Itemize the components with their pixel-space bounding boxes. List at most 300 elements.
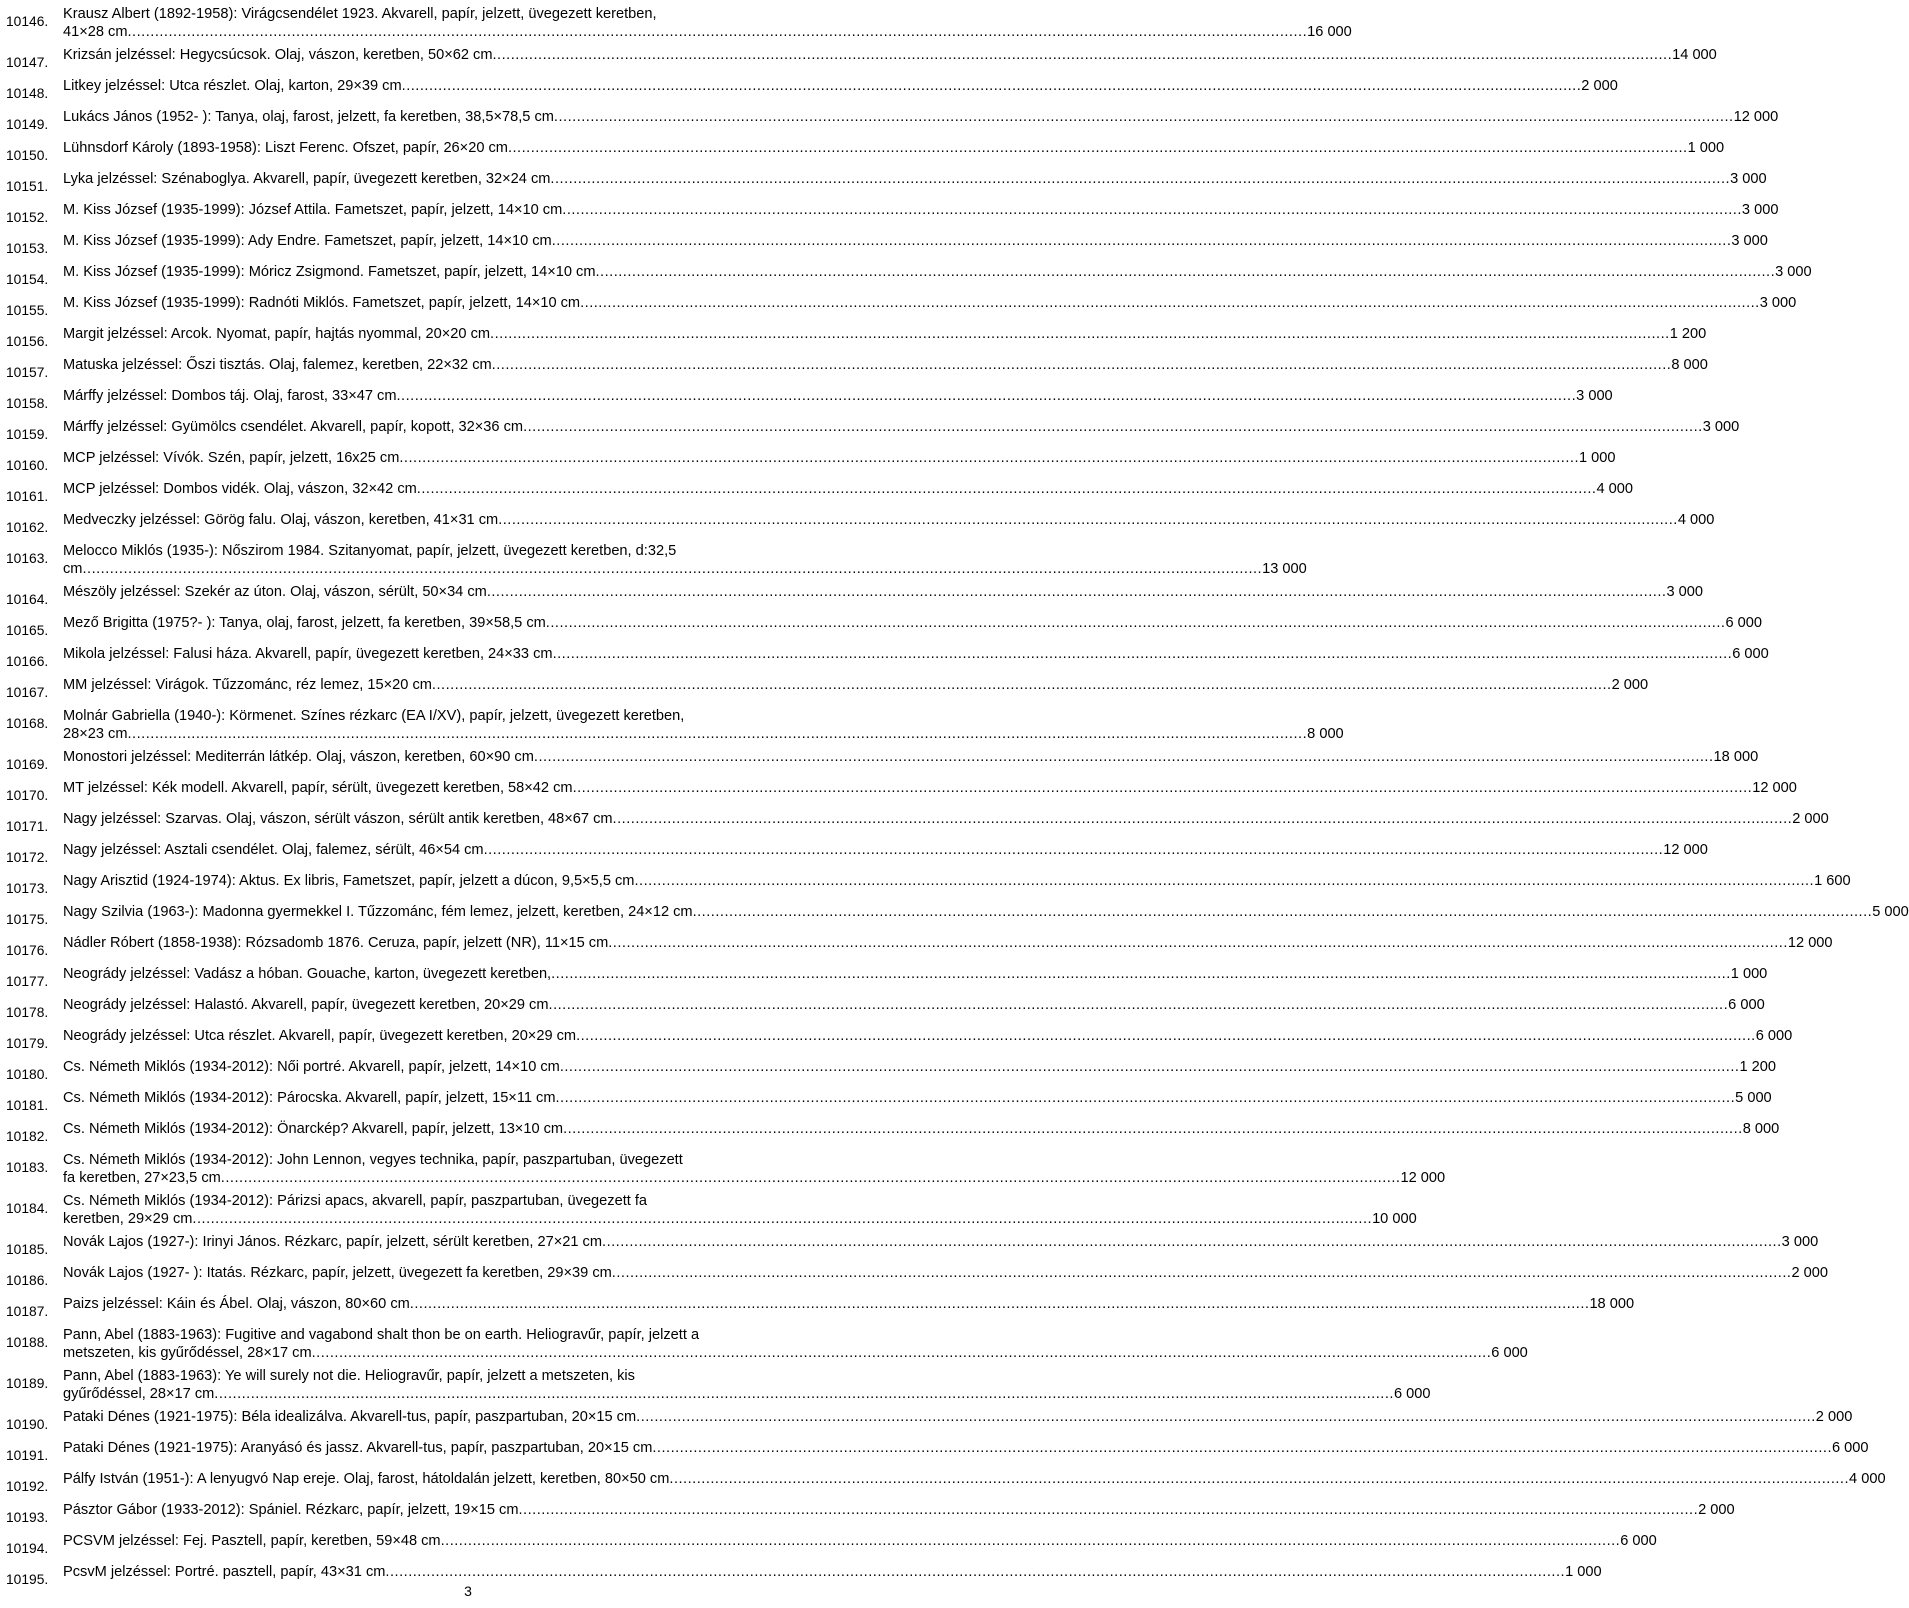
description-text: Cs. Németh Miklós (1934-2012): Női portré. Akvarell, papír, jelzett, 14×10 cm bbox=[63, 1059, 560, 1075]
lot-number: 10182. bbox=[6, 1129, 49, 1144]
lot-number: 10165. bbox=[6, 623, 49, 638]
catalog-entry bbox=[6, 836, 1708, 867]
entry-text bbox=[63, 1058, 1777, 1076]
estimate-price: 1 000 bbox=[1687, 140, 1725, 156]
entry-text bbox=[63, 583, 1703, 601]
estimate-price: 5 000 bbox=[1872, 904, 1909, 920]
catalog-entry bbox=[6, 991, 1765, 1022]
price-line bbox=[63, 46, 1717, 64]
description-text: PCSVM jelzéssel: Fej. Pasztell, papír, keretben, 59×48 cm bbox=[63, 1533, 441, 1549]
lot-number: 10151. bbox=[6, 179, 49, 194]
lot-number: 10156. bbox=[6, 334, 49, 349]
dot-leader bbox=[612, 1264, 1792, 1282]
price-line bbox=[63, 77, 1618, 95]
dot-leader bbox=[580, 294, 1760, 312]
price-line bbox=[63, 1169, 1446, 1187]
entry-text bbox=[63, 201, 1779, 219]
entry-text bbox=[63, 779, 1797, 797]
description-text: MCP jelzéssel: Vívók. Szén, papír, jelzett, 16x25 cm bbox=[63, 450, 400, 466]
dot-leader bbox=[498, 511, 1678, 529]
price-line bbox=[63, 779, 1797, 797]
price-line bbox=[63, 965, 1768, 983]
price-line bbox=[63, 511, 1715, 529]
lot-number: 10149. bbox=[6, 117, 49, 132]
catalog-entry bbox=[6, 1434, 1869, 1465]
dot-leader bbox=[221, 1169, 1401, 1187]
lot-number: 10173. bbox=[6, 881, 49, 896]
price-line bbox=[63, 810, 1829, 828]
entry-text bbox=[63, 748, 1759, 766]
description-text: Pásztor Gábor (1933-2012): Spániel. Rézkarc, papír, jelzett, 19×15 cm bbox=[63, 1502, 519, 1518]
dot-leader bbox=[385, 1563, 1565, 1581]
estimate-price: 12 000 bbox=[1733, 109, 1779, 125]
entry-text bbox=[63, 294, 1797, 312]
estimate-price: 6 000 bbox=[1620, 1533, 1657, 1549]
lot-number: 10166. bbox=[6, 654, 49, 669]
lot-number: 10154. bbox=[6, 272, 49, 287]
description-text: PcsvM jelzéssel: Portré. pasztell, papír, 43×31 cm bbox=[63, 1564, 386, 1580]
catalog-entry bbox=[6, 1321, 1528, 1362]
description-text: Nagy Arisztid (1924-1974): Aktus. Ex libris, Fametszet, papír, jelzett a dúcon, 9,5×5,5 cm bbox=[63, 873, 635, 889]
description-text: M. Kiss József (1935-1999): Ady Endre. Fametszet, papír, jelzett, 14×10 cm bbox=[63, 233, 552, 249]
dot-leader bbox=[487, 583, 1667, 601]
price-line bbox=[63, 645, 1769, 663]
price-line bbox=[63, 1027, 1793, 1045]
catalog-entry bbox=[6, 1527, 1657, 1558]
dot-leader bbox=[432, 676, 1612, 694]
lot-number: 10189. bbox=[6, 1376, 49, 1391]
estimate-price: 6 000 bbox=[1755, 1028, 1793, 1044]
estimate-price: 12 000 bbox=[1752, 780, 1797, 796]
price-line bbox=[63, 676, 1649, 694]
lot-number: 10164. bbox=[6, 592, 49, 607]
entry-text bbox=[63, 1233, 1819, 1251]
dot-leader bbox=[399, 449, 1579, 467]
catalog-entry bbox=[6, 671, 1649, 702]
lot-number: 10178. bbox=[6, 1005, 49, 1020]
catalog-entry bbox=[6, 351, 1708, 382]
catalog-entry bbox=[6, 41, 1717, 72]
entry-text bbox=[63, 325, 1707, 343]
dot-leader bbox=[523, 418, 1703, 436]
entry-text bbox=[63, 418, 1740, 436]
estimate-price: 3 000 bbox=[1666, 584, 1703, 600]
entry-text bbox=[63, 1408, 1853, 1426]
price-line bbox=[63, 449, 1616, 467]
description-text: MT jelzéssel: Kék modell. Akvarell, papír, sérült, üvegezett keretben, 58×42 cm bbox=[63, 780, 573, 796]
dot-leader bbox=[417, 480, 1597, 498]
lot-number: 10147. bbox=[6, 55, 49, 70]
dot-leader bbox=[613, 810, 1793, 828]
dot-leader bbox=[397, 387, 1577, 405]
dot-leader bbox=[552, 232, 1732, 250]
entry-text bbox=[63, 1151, 1446, 1187]
entry-text bbox=[63, 542, 1307, 578]
catalog-entry bbox=[6, 1496, 1735, 1527]
catalog-entry bbox=[6, 227, 1768, 258]
catalog-entry bbox=[6, 0, 1352, 41]
catalog-entry bbox=[6, 413, 1740, 444]
description-line: Cs. Németh Miklós (1934-2012): John Lennon, vegyes technika, papír, paszpartuban, üvegezett bbox=[63, 1152, 683, 1168]
description-text: Nagy Szilvia (1963-): Madonna gyermekkel I. Tűzzománc, fém lemez, jelzett, keretben, 24×12 cm bbox=[63, 904, 693, 920]
estimate-price: 2 000 bbox=[1611, 677, 1649, 693]
dot-leader bbox=[634, 872, 1814, 890]
lot-number: 10191. bbox=[6, 1448, 49, 1463]
price-line bbox=[63, 903, 1909, 921]
catalog-entry bbox=[6, 1115, 1780, 1146]
estimate-price: 14 000 bbox=[1672, 47, 1717, 63]
lot-number: 10159. bbox=[6, 427, 49, 442]
description-text: Margit jelzéssel: Arcok. Nyomat, papír, hajtás nyommal, 20×20 cm bbox=[63, 326, 491, 342]
entry-text bbox=[63, 1120, 1780, 1138]
entry-text bbox=[63, 934, 1833, 952]
dot-leader bbox=[508, 139, 1688, 157]
lot-number: 10186. bbox=[6, 1273, 49, 1288]
dot-leader bbox=[608, 934, 1788, 952]
price-line bbox=[63, 23, 1352, 41]
estimate-price: 4 000 bbox=[1596, 481, 1633, 497]
price-line bbox=[63, 1089, 1772, 1107]
description-text: Novák Lajos (1927- ): Itatás. Rézkarc, papír, jelzett, üvegezett fa keretben, 29×39 cm bbox=[63, 1265, 612, 1281]
entry-text bbox=[63, 903, 1909, 921]
price-line bbox=[63, 1344, 1528, 1362]
estimate-price: 1 000 bbox=[1579, 450, 1616, 466]
estimate-price: 8 000 bbox=[1307, 726, 1344, 742]
description-text: Cs. Németh Miklós (1934-2012): Önarckép? Akvarell, papír, jelzett, 13×10 cm bbox=[63, 1121, 564, 1137]
entry-text bbox=[63, 449, 1616, 467]
dot-leader bbox=[573, 779, 1753, 797]
page-number: 3 bbox=[464, 1583, 472, 1599]
entry-text bbox=[63, 1439, 1869, 1457]
estimate-price: 1 200 bbox=[1739, 1059, 1777, 1075]
price-line bbox=[63, 418, 1740, 436]
dot-leader bbox=[551, 965, 1731, 983]
estimate-price: 12 000 bbox=[1400, 1170, 1446, 1186]
entry-text bbox=[63, 108, 1779, 126]
description-text: Nagy jelzéssel: Szarvas. Olaj, vászon, sérült vászon, sérült antik keretben, 48×67 cm bbox=[63, 811, 613, 827]
price-line bbox=[63, 1408, 1853, 1426]
entry-text bbox=[63, 1089, 1772, 1107]
catalog-entry bbox=[6, 1146, 1446, 1187]
estimate-price: 5 000 bbox=[1735, 1090, 1772, 1106]
price-line bbox=[63, 1563, 1602, 1581]
dot-leader bbox=[214, 1385, 1394, 1403]
estimate-price: 6 000 bbox=[1725, 615, 1762, 631]
dot-leader bbox=[546, 614, 1726, 632]
price-line bbox=[63, 996, 1765, 1014]
entry-text bbox=[63, 1326, 1528, 1362]
catalog-entry bbox=[6, 774, 1797, 805]
catalog-entry bbox=[6, 196, 1779, 227]
entry-text bbox=[63, 645, 1769, 663]
lot-number: 10148. bbox=[6, 86, 49, 101]
estimate-price: 8 000 bbox=[1671, 357, 1708, 373]
price-line bbox=[63, 934, 1833, 952]
catalog-entry bbox=[6, 1053, 1777, 1084]
dot-leader bbox=[493, 46, 1673, 64]
estimate-price: 2 000 bbox=[1791, 1265, 1828, 1281]
catalog-entry bbox=[6, 1084, 1772, 1115]
entry-text bbox=[63, 1027, 1793, 1045]
entry-text bbox=[63, 810, 1829, 828]
lot-number: 10167. bbox=[6, 685, 49, 700]
lot-number: 10171. bbox=[6, 819, 49, 834]
dot-leader bbox=[484, 841, 1664, 859]
price-line bbox=[63, 294, 1797, 312]
lot-number: 10185. bbox=[6, 1242, 49, 1257]
dot-leader bbox=[554, 108, 1734, 126]
estimate-price: 13 000 bbox=[1262, 561, 1307, 577]
lot-number: 10168. bbox=[6, 716, 49, 731]
estimate-price: 3 000 bbox=[1702, 419, 1740, 435]
estimate-price: 3 000 bbox=[1730, 171, 1767, 187]
dot-leader bbox=[562, 201, 1742, 219]
catalog-entry bbox=[6, 867, 1851, 898]
description-text: Nagy jelzéssel: Asztali csendélet. Olaj, falemez, sérült, 46×54 cm bbox=[63, 842, 484, 858]
catalog-entry bbox=[6, 475, 1633, 506]
dot-leader bbox=[534, 748, 1714, 766]
catalog-entry bbox=[6, 537, 1307, 578]
dot-leader bbox=[602, 1233, 1782, 1251]
lot-number: 10150. bbox=[6, 148, 49, 163]
description-text: Márffy jelzéssel: Dombos táj. Olaj, farost, 33×47 cm bbox=[63, 388, 397, 404]
price-line bbox=[63, 1295, 1635, 1313]
lot-number: 10161. bbox=[6, 489, 49, 504]
dot-leader bbox=[518, 1501, 1698, 1519]
catalog-entry bbox=[6, 1403, 1853, 1434]
lot-number: 10172. bbox=[6, 850, 49, 865]
catalog-entry bbox=[6, 609, 1762, 640]
price-line bbox=[63, 1264, 1828, 1282]
description-text: Neogrády jelzéssel: Utca részlet. Akvarell, papír, üvegezett keretben, 20×29 cm bbox=[63, 1028, 577, 1044]
price-line bbox=[63, 725, 1344, 743]
dot-leader bbox=[192, 1210, 1372, 1228]
description-text: M. Kiss József (1935-1999): Móricz Zsigmond. Fametszet, papír, jelzett, 14×10 cm bbox=[63, 264, 596, 280]
lot-number: 10160. bbox=[6, 458, 49, 473]
estimate-price: 6 000 bbox=[1732, 646, 1769, 662]
estimate-price: 6 000 bbox=[1491, 1345, 1528, 1361]
description-text: 28×23 cm bbox=[63, 726, 128, 742]
lot-number: 10188. bbox=[6, 1335, 49, 1350]
entry-text bbox=[63, 263, 1812, 281]
description-text: Mészöly jelzéssel: Szekér az úton. Olaj, vászon, sérült, 50×34 cm bbox=[63, 584, 487, 600]
entry-text bbox=[63, 1367, 1431, 1403]
description-text: Neogrády jelzéssel: Vadász a hóban. Gouache, karton, üvegezett keretben, bbox=[63, 966, 552, 982]
description-text: MCP jelzéssel: Dombos vidék. Olaj, vászon, 32×42 cm bbox=[63, 481, 417, 497]
description-line: Molnár Gabriella (1940-): Körmenet. Színes rézkarc (EA I/XV), papír, jelzett, üvegezett keretben, bbox=[63, 708, 685, 724]
catalog-entry bbox=[6, 320, 1707, 351]
catalog-entry bbox=[6, 578, 1703, 609]
price-line bbox=[63, 325, 1707, 343]
description-text: M. Kiss József (1935-1999): József Attila. Fametszet, papír, jelzett, 14×10 cm bbox=[63, 202, 563, 218]
price-line bbox=[63, 232, 1768, 250]
catalog-entry bbox=[6, 382, 1613, 413]
estimate-price: 8 000 bbox=[1742, 1121, 1780, 1137]
catalog-entry bbox=[6, 258, 1812, 289]
estimate-price: 2 000 bbox=[1792, 811, 1829, 827]
description-text: Litkey jelzéssel: Utca részlet. Olaj, karton, 29×39 cm bbox=[63, 78, 402, 94]
catalog-entry bbox=[6, 805, 1829, 836]
catalog-entry bbox=[6, 1465, 1886, 1496]
estimate-price: 3 000 bbox=[1731, 233, 1768, 249]
catalog-entry bbox=[6, 134, 1725, 165]
entry-text bbox=[63, 139, 1725, 157]
estimate-price: 10 000 bbox=[1372, 1211, 1417, 1227]
entry-text bbox=[63, 996, 1765, 1014]
catalog-entry bbox=[6, 1187, 1417, 1228]
description-text: MM jelzéssel: Virágok. Tűzzománc, réz lemez, 15×20 cm bbox=[63, 677, 432, 693]
price-line bbox=[63, 108, 1779, 126]
price-line bbox=[63, 748, 1759, 766]
description-text: Pataki Dénes (1921-1975): Béla idealizálva. Akvarell-tus, papír, paszpartuban, 20×15 cm bbox=[63, 1409, 637, 1425]
catalog-entry bbox=[6, 960, 1768, 991]
description-text: Mező Brigitta (1975?- ): Tanya, olaj, farost, jelzett, fa keretben, 39×58,5 cm bbox=[63, 615, 546, 631]
dot-leader bbox=[82, 560, 1262, 578]
price-line bbox=[63, 1501, 1735, 1519]
price-line bbox=[63, 1439, 1869, 1457]
entry-text bbox=[63, 841, 1708, 859]
description-text: Neogrády jelzéssel: Halastó. Akvarell, papír, üvegezett keretben, 20×29 cm bbox=[63, 997, 549, 1013]
dot-leader bbox=[556, 1089, 1736, 1107]
description-text: fa keretben, 27×23,5 cm bbox=[63, 1170, 221, 1186]
description-text: M. Kiss József (1935-1999): Radnóti Miklós. Fametszet, papír, jelzett, 14×10 cm bbox=[63, 295, 581, 311]
description-text: Novák Lajos (1927-): Irinyi János. Rézkarc, papír, jelzett, sérült keretben, 27×21 cm bbox=[63, 1234, 603, 1250]
dot-leader bbox=[492, 356, 1672, 374]
dot-leader bbox=[550, 170, 1730, 188]
estimate-price: 3 000 bbox=[1759, 295, 1797, 311]
dot-leader bbox=[576, 1027, 1756, 1045]
lot-number: 10194. bbox=[6, 1541, 49, 1556]
price-line bbox=[63, 872, 1851, 890]
lot-number: 10169. bbox=[6, 757, 49, 772]
estimate-price: 2 000 bbox=[1815, 1409, 1853, 1425]
dot-leader bbox=[441, 1532, 1621, 1550]
description-line: Pann, Abel (1883-1963): Fugitive and vagabond shalt thon be on earth. Heliogravűr, papír, jelzett a bbox=[63, 1327, 700, 1343]
lot-number: 10175. bbox=[6, 912, 49, 927]
description-text: Matuska jelzéssel: Őszi tisztás. Olaj, falemez, keretben, 22×32 cm bbox=[63, 357, 492, 373]
lot-number: 10153. bbox=[6, 241, 49, 256]
description-text: Lühnsdorf Károly (1893-1958): Liszt Ferenc. Ofszet, papír, 26×20 cm bbox=[63, 140, 508, 156]
estimate-price: 18 000 bbox=[1713, 749, 1759, 765]
price-line bbox=[63, 1385, 1431, 1403]
lot-number: 10170. bbox=[6, 788, 49, 803]
dot-leader bbox=[128, 725, 1308, 743]
lot-number: 10195. bbox=[6, 1572, 49, 1587]
description-text: cm bbox=[63, 561, 83, 577]
catalog-entry bbox=[6, 103, 1779, 134]
lot-number: 10176. bbox=[6, 943, 49, 958]
catalog-entry bbox=[6, 1362, 1431, 1403]
description-text: keretben, 29×29 cm bbox=[63, 1211, 193, 1227]
catalog-entry bbox=[6, 165, 1767, 196]
estimate-price: 3 000 bbox=[1775, 264, 1812, 280]
price-line bbox=[63, 560, 1307, 578]
entry-text bbox=[63, 965, 1768, 983]
price-line bbox=[63, 387, 1613, 405]
lot-number: 10179. bbox=[6, 1036, 49, 1051]
lot-number: 10183. bbox=[6, 1160, 49, 1175]
description-text: metszeten, kis gyűrődéssel, 28×17 cm bbox=[63, 1345, 312, 1361]
catalog-entry bbox=[6, 1290, 1635, 1321]
estimate-price: 2 000 bbox=[1581, 78, 1618, 94]
lot-number: 10177. bbox=[6, 974, 49, 989]
dot-leader bbox=[312, 1344, 1492, 1362]
description-line: Pann, Abel (1883-1963): Ye will surely not die. Heliogravűr, papír, jelzett a metszeten, kis bbox=[63, 1368, 635, 1384]
entry-text bbox=[63, 1264, 1828, 1282]
estimate-price: 18 000 bbox=[1589, 1296, 1635, 1312]
catalog-entry bbox=[6, 898, 1909, 929]
description-text: Krizsán jelzéssel: Hegycsúcsok. Olaj, vászon, keretben, 50×62 cm bbox=[63, 47, 493, 63]
catalog-entry bbox=[6, 640, 1769, 671]
lot-number: 10152. bbox=[6, 210, 49, 225]
entry-text bbox=[63, 614, 1762, 632]
dot-leader bbox=[402, 77, 1582, 95]
price-line bbox=[63, 841, 1708, 859]
price-line bbox=[63, 583, 1703, 601]
estimate-price: 12 000 bbox=[1787, 935, 1833, 951]
dot-leader bbox=[669, 1470, 1849, 1488]
price-line bbox=[63, 170, 1767, 188]
estimate-price: 3 000 bbox=[1576, 388, 1613, 404]
estimate-price: 16 000 bbox=[1307, 24, 1352, 40]
price-line bbox=[63, 1233, 1819, 1251]
catalog-list bbox=[6, 0, 1909, 1589]
entry-text bbox=[63, 232, 1768, 250]
estimate-price: 6 000 bbox=[1393, 1386, 1431, 1402]
price-line bbox=[63, 1532, 1657, 1550]
lot-number: 10163. bbox=[6, 551, 49, 566]
entry-text bbox=[63, 480, 1633, 498]
entry-text bbox=[63, 170, 1767, 188]
description-text: Cs. Németh Miklós (1934-2012): Párocska. Akvarell, papír, jelzett, 15×11 cm bbox=[63, 1090, 556, 1106]
estimate-price: 4 000 bbox=[1849, 1471, 1886, 1487]
description-text: Mikola jelzéssel: Falusi háza. Akvarell, papír, üvegezett keretben, 24×33 cm bbox=[63, 646, 553, 662]
lot-number: 10193. bbox=[6, 1510, 49, 1525]
description-text: Pálfy István (1951-): A lenyugvó Nap ereje. Olaj, farost, hátoldalán jelzett, keretben, 80×50 cm bbox=[63, 1471, 670, 1487]
catalog-entry bbox=[6, 1259, 1828, 1290]
estimate-price: 2 000 bbox=[1698, 1502, 1735, 1518]
lot-number: 10158. bbox=[6, 396, 49, 411]
catalog-entry bbox=[6, 702, 1344, 743]
estimate-price: 4 000 bbox=[1677, 512, 1715, 528]
estimate-price: 1 600 bbox=[1814, 873, 1851, 889]
estimate-price: 1 000 bbox=[1730, 966, 1768, 982]
dot-leader bbox=[490, 325, 1670, 343]
estimate-price: 3 000 bbox=[1781, 1234, 1819, 1250]
lot-number: 10192. bbox=[6, 1479, 49, 1494]
entry-text bbox=[63, 676, 1649, 694]
entry-text bbox=[63, 356, 1708, 374]
dot-leader bbox=[693, 903, 1873, 921]
entry-text bbox=[63, 77, 1618, 95]
dot-leader bbox=[595, 263, 1775, 281]
catalog-entry bbox=[6, 1022, 1793, 1053]
description-text: Lyka jelzéssel: Szénaboglya. Akvarell, papír, üvegezett keretben, 32×24 cm bbox=[63, 171, 551, 187]
dot-leader bbox=[652, 1439, 1832, 1457]
lot-number: 10146. bbox=[6, 14, 49, 29]
price-line bbox=[63, 1120, 1780, 1138]
catalog-entry bbox=[6, 444, 1616, 475]
description-text: Lukács János (1952- ): Tanya, olaj, farost, jelzett, fa keretben, 38,5×78,5 cm bbox=[63, 109, 554, 125]
description-line: Krausz Albert (1892-1958): Virágcsendélet 1923. Akvarell, papír, jelzett, üvegezett keretben, bbox=[63, 6, 657, 22]
dot-leader bbox=[563, 1120, 1743, 1138]
entry-text bbox=[63, 1192, 1417, 1228]
estimate-price: 3 000 bbox=[1741, 202, 1779, 218]
catalog-entry bbox=[6, 72, 1618, 103]
entry-text bbox=[63, 5, 1352, 41]
estimate-price: 6 000 bbox=[1832, 1440, 1869, 1456]
entry-text bbox=[63, 1470, 1886, 1488]
